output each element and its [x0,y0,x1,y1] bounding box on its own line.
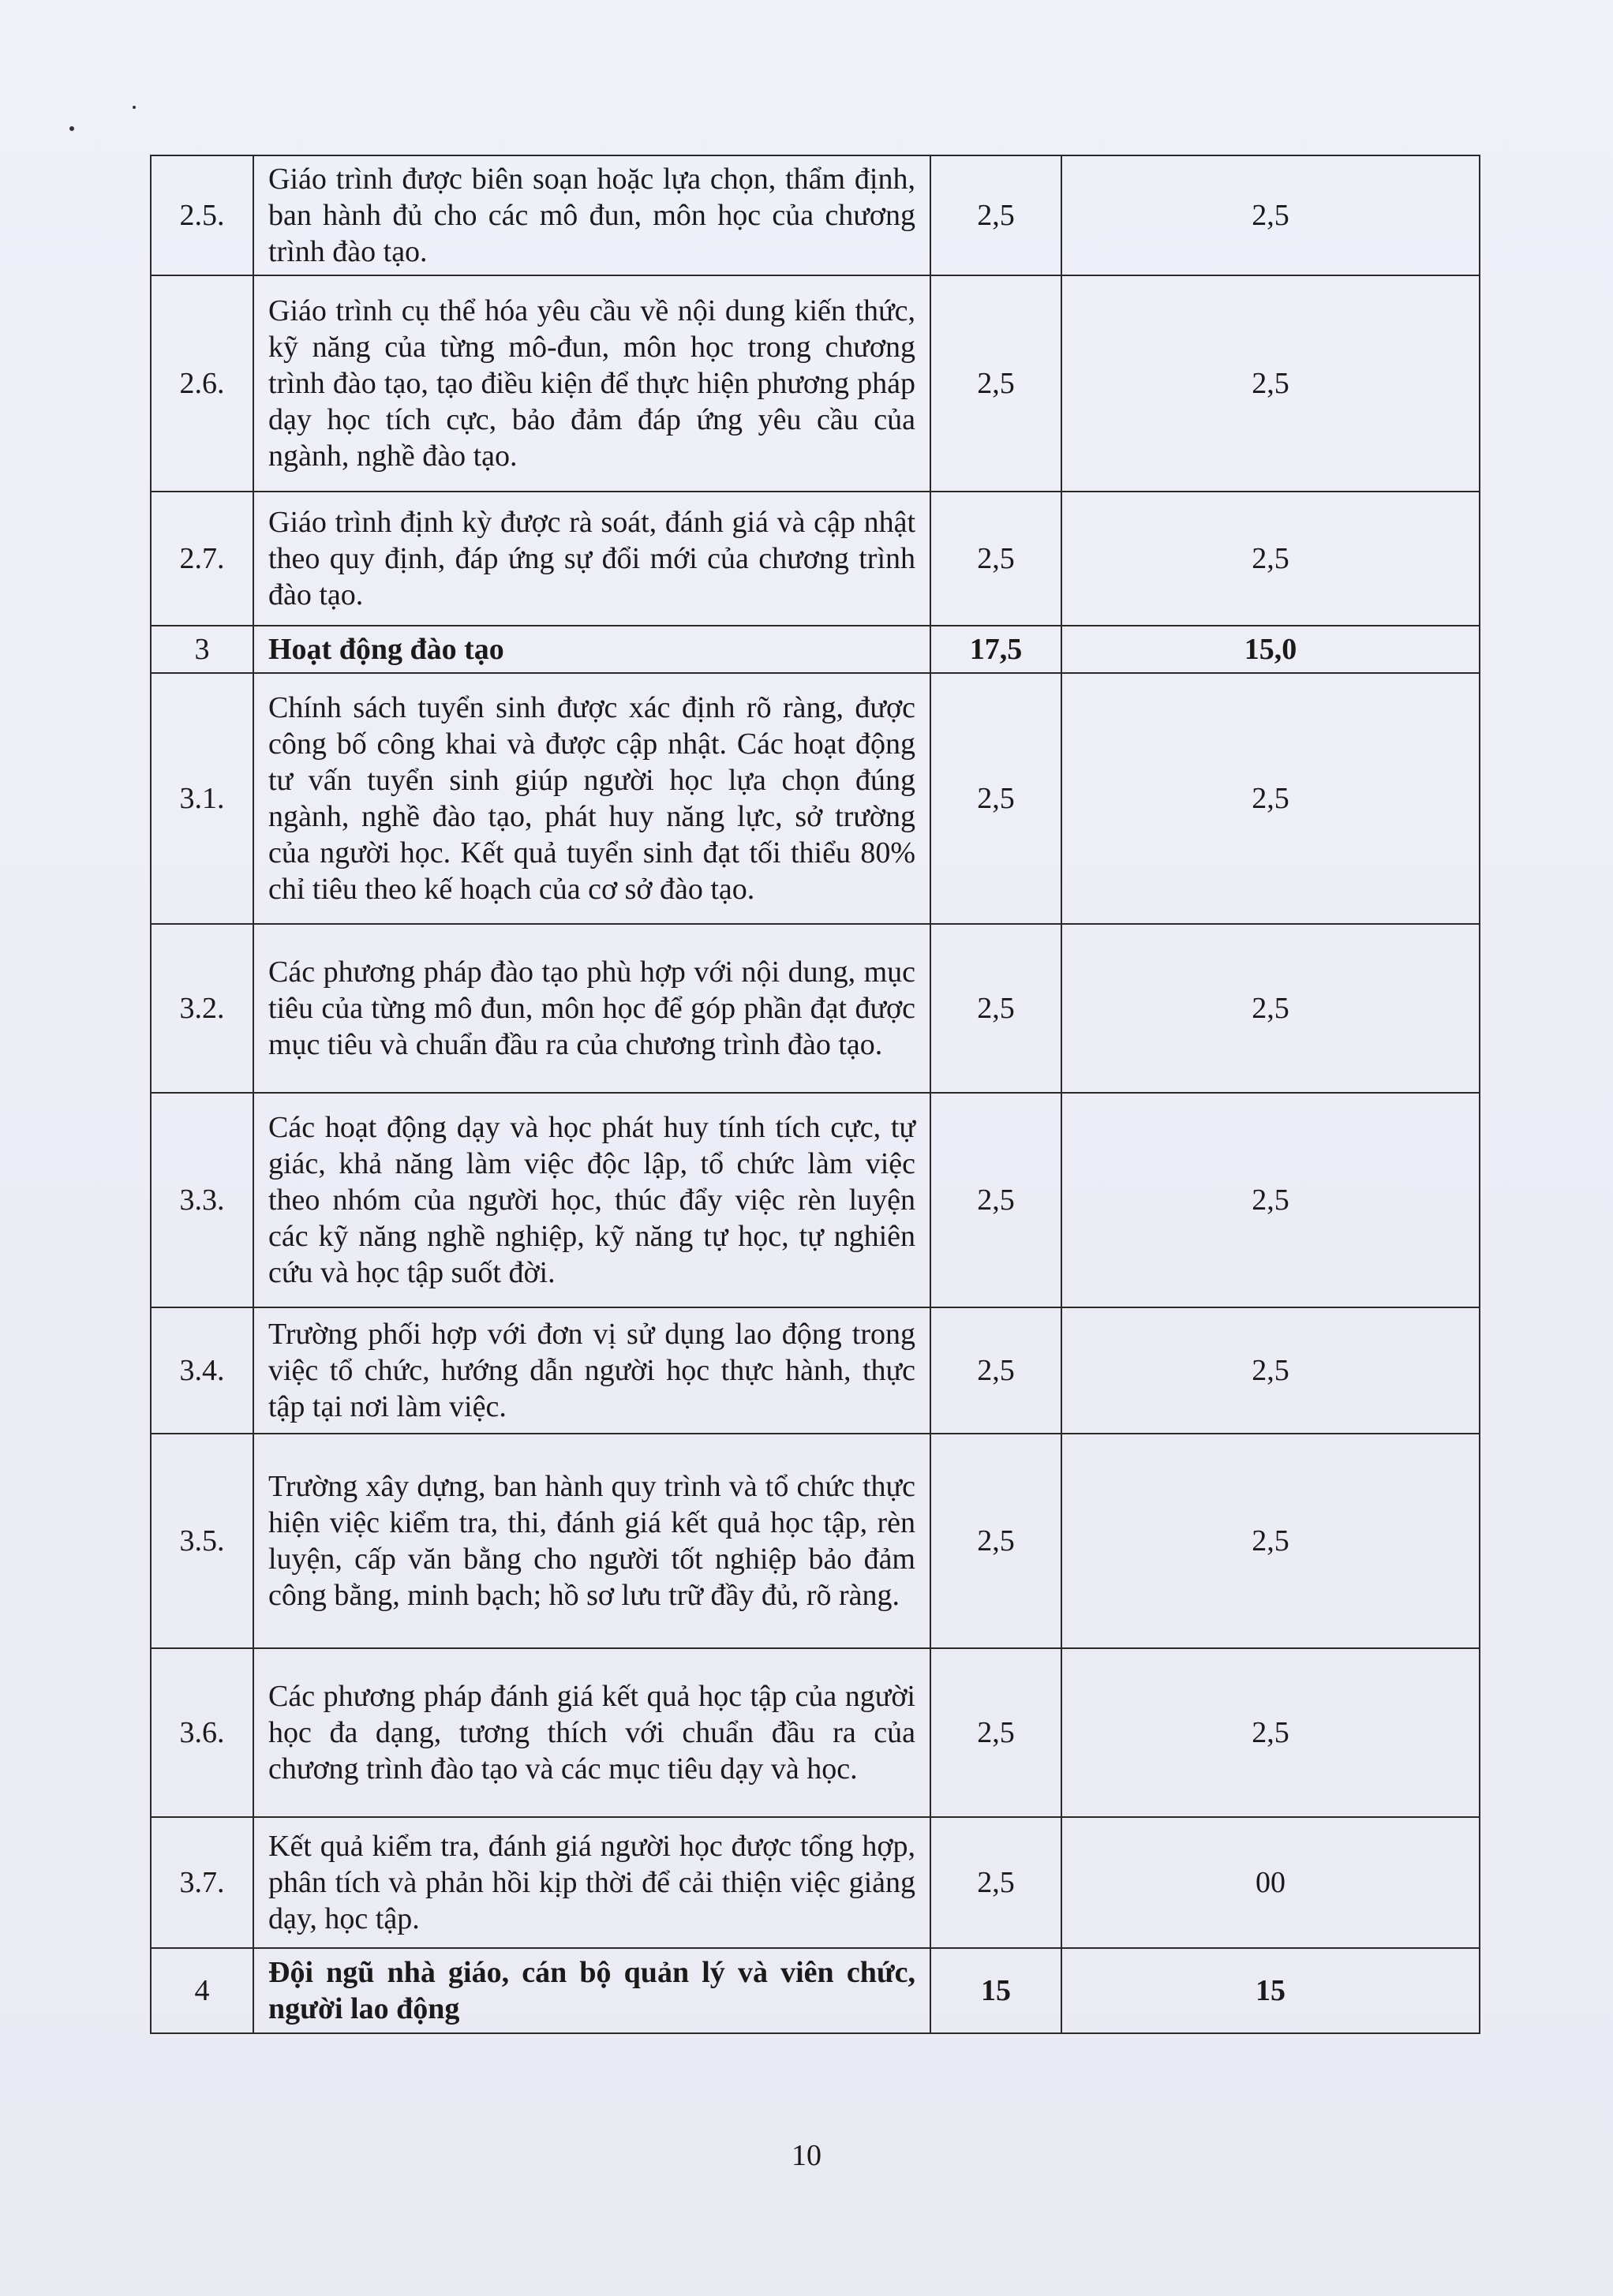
achieved-score: 00 [1061,1817,1480,1948]
criterion-text: Giáo trình được biên soạn hoặc lựa chọn, thẩm định, ban hành đủ cho các mô đun, môn học của chương trình đào tạo. [253,155,930,275]
section-title: Đội ngũ nhà giáo, cán bộ quản lý và viên chức, người lao động [253,1948,930,2033]
table-row [151,1817,1480,1948]
table-row-section [151,626,1480,673]
section-standard-score: 17,5 [930,626,1061,673]
criterion-number: 2.5. [151,155,253,275]
criterion-number: 3.5. [151,1434,253,1648]
achieved-score: 2,5 [1061,1648,1480,1817]
table-row-section [151,1948,1480,2033]
table-row [151,1648,1480,1817]
criterion-text: Giáo trình cụ thể hóa yêu cầu về nội dung kiến thức, kỹ năng của từng mô-đun, môn học trong chương trình đào tạo, tạo điều kiện để thực hiện phương pháp dạy học tích cực, bảo đảm đáp ứng yêu cầu của ngành, nghề đào tạo. [253,275,930,492]
scan-speck [133,106,136,109]
section-standard-score: 15 [930,1948,1061,2033]
standard-score: 2,5 [930,1307,1061,1434]
criterion-number: 2.7. [151,492,253,626]
section-title: Hoạt động đào tạo [253,626,930,673]
standard-score: 2,5 [930,155,1061,275]
table-row [151,1434,1480,1648]
standard-score: 2,5 [930,275,1061,492]
criterion-text: Kết quả kiểm tra, đánh giá người học được tổng hợp, phân tích và phản hồi kịp thời để cải thiện việc giảng dạy, học tập. [253,1817,930,1948]
page-number: 10 [792,2139,821,2172]
table-row [151,1093,1480,1307]
criterion-text: Các hoạt động dạy và học phát huy tính tích cực, tự giác, khả năng làm việc độc lập, tổ chức làm việc theo nhóm của người học, thúc đẩy việc rèn luyện các kỹ năng nghề nghiệp, kỹ năng tự học, tự nghiên cứu và học tập suốt đời. [253,1093,930,1307]
criterion-text: Trường phối hợp với đơn vị sử dụng lao động trong việc tổ chức, hướng dẫn người học thực hành, thực tập tại nơi làm việc. [253,1307,930,1434]
criterion-text: Giáo trình định kỳ được rà soát, đánh giá và cập nhật theo quy định, đáp ứng sự đổi mới của chương trình đào tạo. [253,492,930,626]
criterion-text: Các phương pháp đánh giá kết quả học tập của người học đa dạng, tương thích với chuẩn đầu ra của chương trình đào tạo và các mục tiêu dạy và học. [253,1648,930,1817]
scan-speck [69,126,74,131]
standard-score: 2,5 [930,492,1061,626]
achieved-score: 2,5 [1061,492,1480,626]
table-row [151,492,1480,626]
criterion-number: 3.2. [151,924,253,1093]
section-achieved-score: 15,0 [1061,626,1480,673]
achieved-score: 2,5 [1061,924,1480,1093]
standard-score: 2,5 [930,924,1061,1093]
standard-score: 2,5 [930,673,1061,924]
table-row [151,673,1480,924]
section-number: 4 [151,1948,253,2033]
criterion-text: Trường xây dựng, ban hành quy trình và tổ chức thực hiện việc kiểm tra, thi, đánh giá kết quả học tập, rèn luyện, cấp văn bằng cho người tốt nghiệp bảo đảm công bằng, minh bạch; hồ sơ lưu trữ đầy đủ, rõ ràng. [253,1434,930,1648]
criterion-number: 3.6. [151,1648,253,1817]
achieved-score: 2,5 [1061,155,1480,275]
achieved-score: 2,5 [1061,1434,1480,1648]
achieved-score: 2,5 [1061,1093,1480,1307]
standard-score: 2,5 [930,1817,1061,1948]
section-number: 3 [151,626,253,673]
criterion-number: 3.3. [151,1093,253,1307]
standard-score: 2,5 [930,1093,1061,1307]
achieved-score: 2,5 [1061,673,1480,924]
section-achieved-score: 15 [1061,1948,1480,2033]
criterion-text: Chính sách tuyển sinh được xác định rõ ràng, được công bố công khai và được cập nhật. Các hoạt động tư vấn tuyển sinh giúp người học lựa chọn đúng ngành, nghề đào tạo, phát huy năng lực, sở trường của người học. Kết quả tuyển sinh đạt tối thiểu 80% chỉ tiêu theo kế hoạch của cơ sở đào tạo. [253,673,930,924]
standard-score: 2,5 [930,1434,1061,1648]
achieved-score: 2,5 [1061,275,1480,492]
assessment-table-container [150,155,1479,2034]
criterion-number: 3.7. [151,1817,253,1948]
table-row [151,924,1480,1093]
criterion-number: 3.1. [151,673,253,924]
criterion-text: Các phương pháp đào tạo phù hợp với nội dung, mục tiêu của từng mô đun, môn học để góp phần đạt được mục tiêu và chuẩn đầu ra của chương trình đào tạo. [253,924,930,1093]
assessment-table-body [151,155,1480,2033]
table-row [151,275,1480,492]
achieved-score: 2,5 [1061,1307,1480,1434]
assessment-table [150,155,1480,2034]
table-row [151,1307,1480,1434]
table-row [151,155,1480,275]
criterion-number: 2.6. [151,275,253,492]
criterion-number: 3.4. [151,1307,253,1434]
standard-score: 2,5 [930,1648,1061,1817]
